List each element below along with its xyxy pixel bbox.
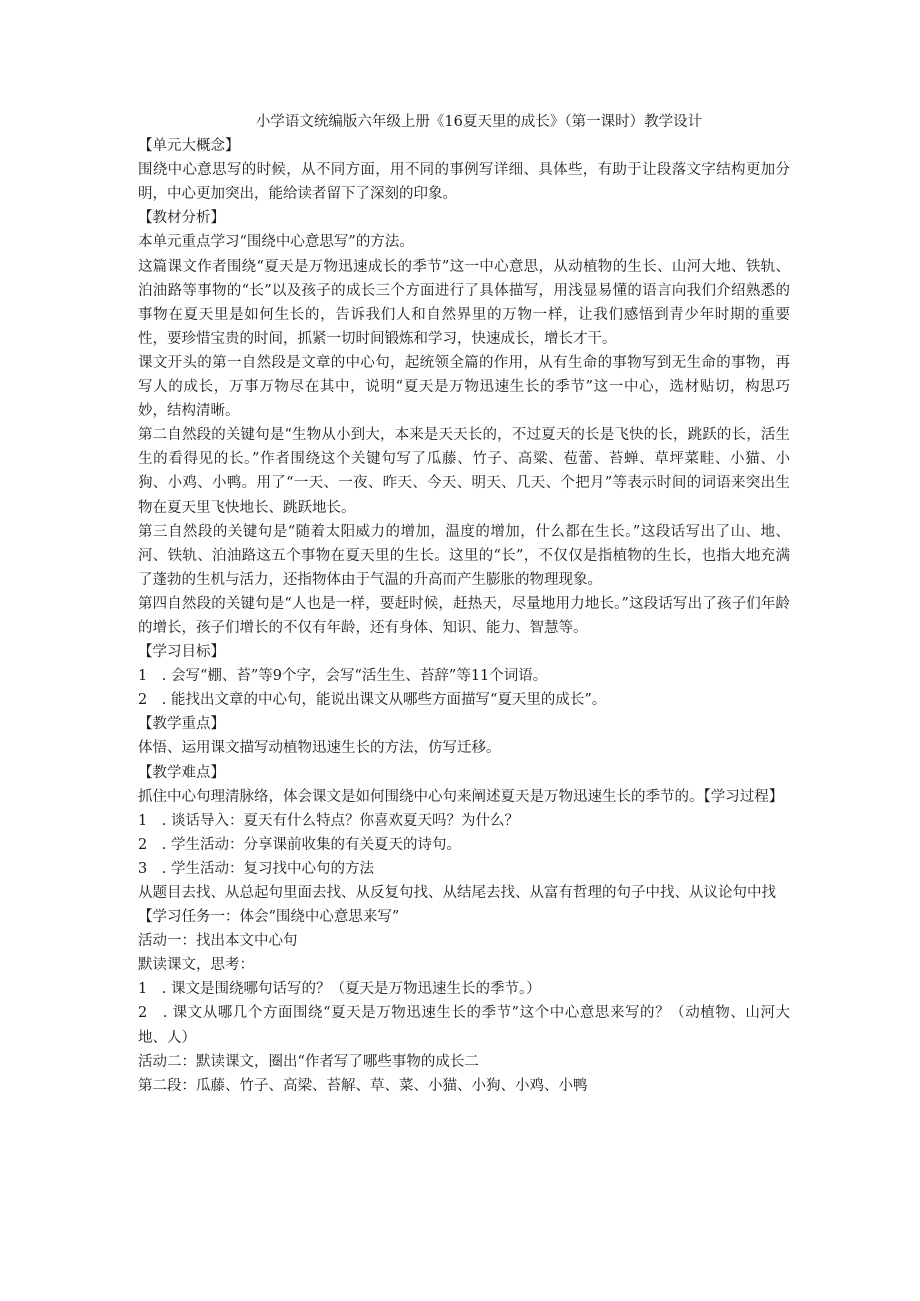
unit-concept-text: 围绕中心意思写的时候，从不同方面，用不同的事例写详细、具体些，有助于让段落文字结构更加分明，中心更加突出，能给读者留下了深刻的印象。 (138, 162, 790, 203)
analysis-paragraph: 第二自然段的关键句是“生物从小到大，本来是天天长的，不过夏天的长是飞快的长，跳跃的长，活生生的看得见的长。”作者围绕这个关键句写了瓜藤、竹子、高粱、苞蕾、苔蝉、草坪菜畦、小猫、小狗、小鸡、小鸭。用了“一天、一夜、昨天、今天、明天、几天、个把月”等表示时间的词语来突出生物在夏天里飞快地长、跳跃地长。 (138, 427, 790, 516)
activity-two-answer: 第二段：瓜藤、竹子、高梁、苔解、草、菜、小猫、小狗、小鸡、小鸭 (138, 1077, 588, 1094)
process-step: 1 . 谈话导入：夏天有什么特点？你喜欢夏天吗？为什么？ (138, 812, 519, 829)
activity-one-label: 活动一：找出本文中心句 (138, 933, 298, 950)
methods-text: 从题目去找、从总起句里面去找、从反复句找、从结尾去找、从富有哲理的句子中找、从议论句中找 (138, 885, 776, 901)
process-step: 2 . 学生活动：分享课前收集的有关夏天的诗句。 (138, 836, 461, 853)
heading-teaching-difficulty: 【教学难点】 (138, 764, 225, 781)
teaching-focus-text: 体悟、运用课文描写动植物迅速生长的方法，仿写迁移。 (138, 740, 501, 757)
goal-item: 2 . 能找出文章的中心句，能说出课文从哪些方面描写“夏天里的成长”。 (138, 692, 607, 709)
goal-item: 1 . 会写“棚、苔”等9个字，会写“活生生、苔辞”等11个词语。 (138, 668, 548, 685)
analysis-paragraph: 第四自然段的关键句是“人也是一样，要赶时候，赶热天，尽量地用力地长。”这段话写出了孩子们年龄的增长，孩子们增长的不仅有年龄，还有身体、知识、能力、智慧等。 (138, 595, 790, 636)
analysis-paragraph: 课文开头的第一自然段是文章的中心句，起统领全篇的作用，从有生命的事物写到无生命的事物，再写人的成长，万事万物尽在其中，说明“夏天是万物迅速生长的季节”这一中心，选材贴切，构思巧妙，结构清晰。 (138, 354, 790, 420)
heading-task-one: 【学习任务一：体会“围绕中心意思来写” (138, 909, 400, 926)
analysis-paragraph: 本单元重点学习“围绕中心意思写”的方法。 (138, 234, 414, 251)
heading-unit-concept: 【单元大概念】 (138, 138, 240, 155)
activity-one-question: 2 . 课文从哪几个方面围绕“夏天是万物迅速生长的季节”这个中心意思来写的？（动植物、山河大地、人） (138, 1005, 790, 1046)
activity-one-instruction: 默读课文，思考： (138, 957, 254, 974)
heading-learning-goals: 【学习目标】 (138, 644, 225, 661)
teaching-difficulty-text: 抓住中心句理清脉络，体会课文是如何围绕中心句来阐述夏天是万物迅速生长的季节的。【学习过程】 (138, 788, 784, 805)
analysis-paragraph: 这篇课文作者围绕“夏天是万物迅速成长的季节”这一中心意思，从动植物的生长、山河大地、铁轨、泊油路等事物的“长”以及孩子的成长三个方面进行了具体描写，用浅显易懂的语言向我们介绍熟悉的事物在夏天里是如何生长的，告诉我们人和自然界里的万物一样，让我们感悟到青少年时期的重要性，要珍惜宝贵的时间，抓紧一切时间锻炼和学习，快速成长，增长才干。 (138, 258, 790, 347)
analysis-paragraph: 第三自然段的关键句是“随着太阳威力的增加，温度的增加，什么都在生长。”这段话写出了山、地、河、铁轨、泊油路这五个事物在夏天里的生长。这里的“长”，不仅仅是指植物的生长，也指大地充满了蓬勃的生机与活力，还指物体由于气温的升高而产生膨胀的物理现象。 (138, 523, 790, 588)
heading-teaching-focus: 【教学重点】 (138, 716, 225, 733)
activity-two-label: 活动二：默读课文，圈出“作者写了哪些事物的成长二 (138, 1053, 479, 1070)
process-step: 3 . 学生活动：复习找中心句的方法 (138, 860, 374, 877)
activity-one-question: 1 . 课文是围绕哪句话写的？（夏天是万物迅速生长的季节。） (138, 981, 541, 998)
heading-textbook-analysis: 【教材分析】 (138, 210, 225, 227)
document-page (138, 110, 790, 1098)
document-title: 小学语文统编版六年级上册《16夏天里的成长》（第一课时）教学设计 (255, 114, 703, 130)
